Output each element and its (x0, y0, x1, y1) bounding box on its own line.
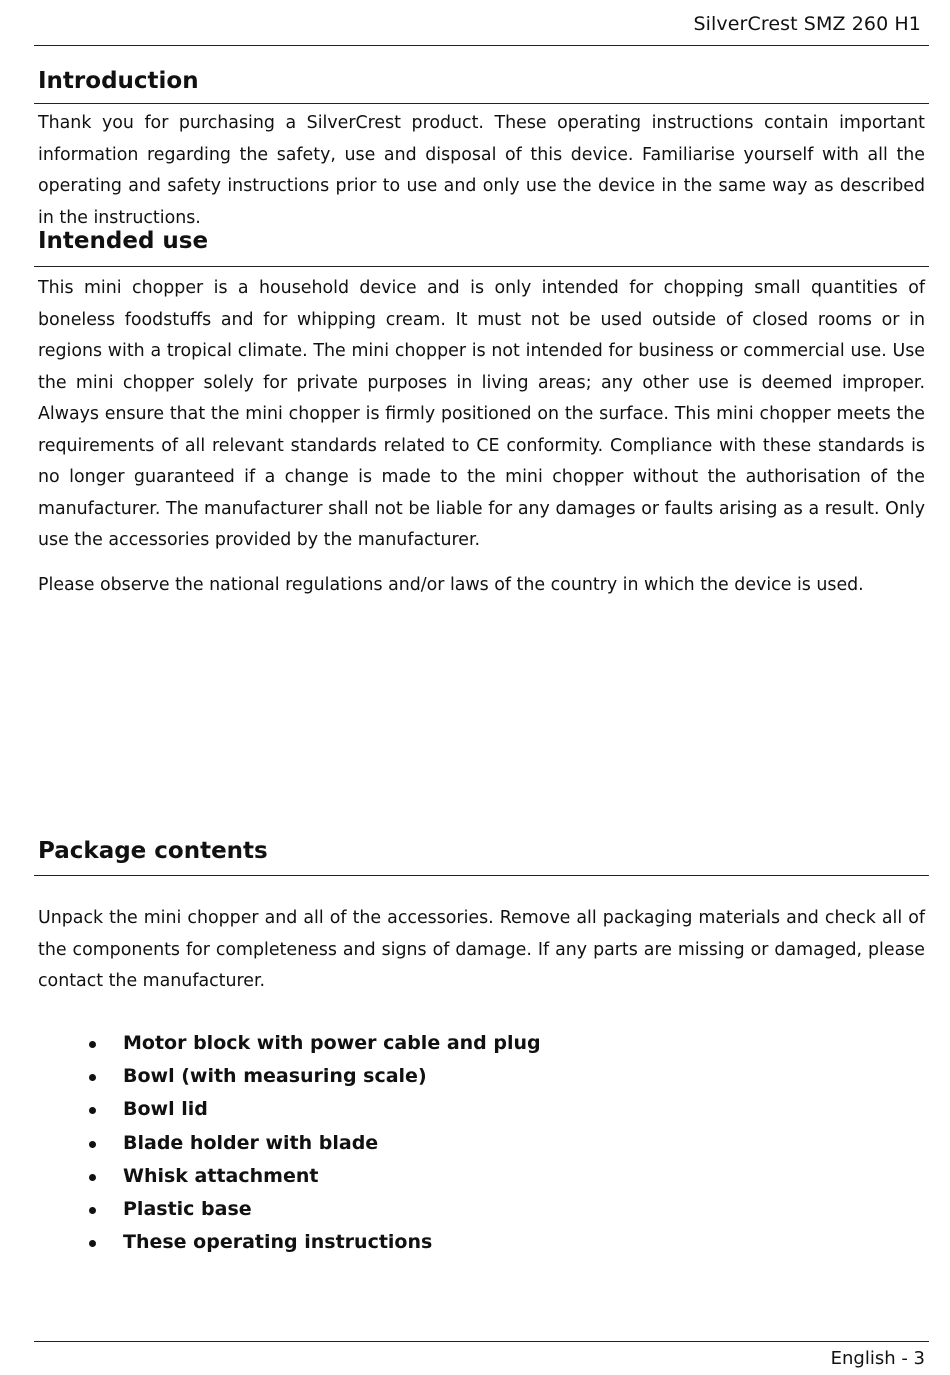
page-number: English - 3 (830, 1348, 925, 1369)
section-heading: Package contents (34, 836, 929, 876)
section-intended-use (34, 226, 929, 601)
list-item: Bowl lid (84, 1093, 541, 1126)
paragraph: Please observe the national regulations and/or laws of the country in which the device is used. (38, 574, 864, 595)
paragraph: This mini chopper is a household device and is only intended for chopping small quantities of boneless foodstuffs and for whipping cream. It must not be used outside of closed rooms or in regions with a tropical climate. The mini chopper is not intended for business or commercial use. Use the mini chopper solely for private purposes in living areas; any other use is deemed improper. Always ensure that the mini chopper is firmly positioned on the surface. This mini chopper meets the requirements of all relevant standards related to CE conformity. Compliance with these standards is no longer guaranteed if a change is made to the mini chopper without the authorisation of the manufacturer. The manufacturer shall not be liable for any damages or faults arising as a result. Only use the accessories provided by the manufacturer. (38, 278, 925, 550)
paragraph: Thank you for purchasing a SilverCrest product. These operating instructions contain important information regarding the safety, use and disposal of this device. Familiarise yourself with all the operating and safety instructions prior to use and only use the device in the same way as described in the instructions. (38, 113, 925, 228)
section-package-contents (34, 836, 929, 998)
document-title: SilverCrest SMZ 260 H1 (693, 13, 921, 35)
section-introduction (34, 66, 929, 234)
list-item: These operating instructions (84, 1226, 541, 1259)
page-footer (34, 1341, 929, 1375)
section-heading: Introduction (34, 66, 929, 104)
list-item: Plastic base (84, 1193, 541, 1226)
list-item: Blade holder with blade (84, 1127, 541, 1160)
package-contents-list (84, 1027, 541, 1259)
section-heading: Intended use (34, 226, 929, 267)
page-header (34, 0, 929, 46)
list-item: Motor block with power cable and plug (84, 1027, 541, 1060)
paragraph: Unpack the mini chopper and all of the accessories. Remove all packaging materials and check all of the components for completeness and signs of damage. If any parts are missing or damaged, please contact the manufacturer. (38, 908, 925, 991)
list-item: Whisk attachment (84, 1160, 541, 1193)
list-item: Bowl (with measuring scale) (84, 1060, 541, 1093)
